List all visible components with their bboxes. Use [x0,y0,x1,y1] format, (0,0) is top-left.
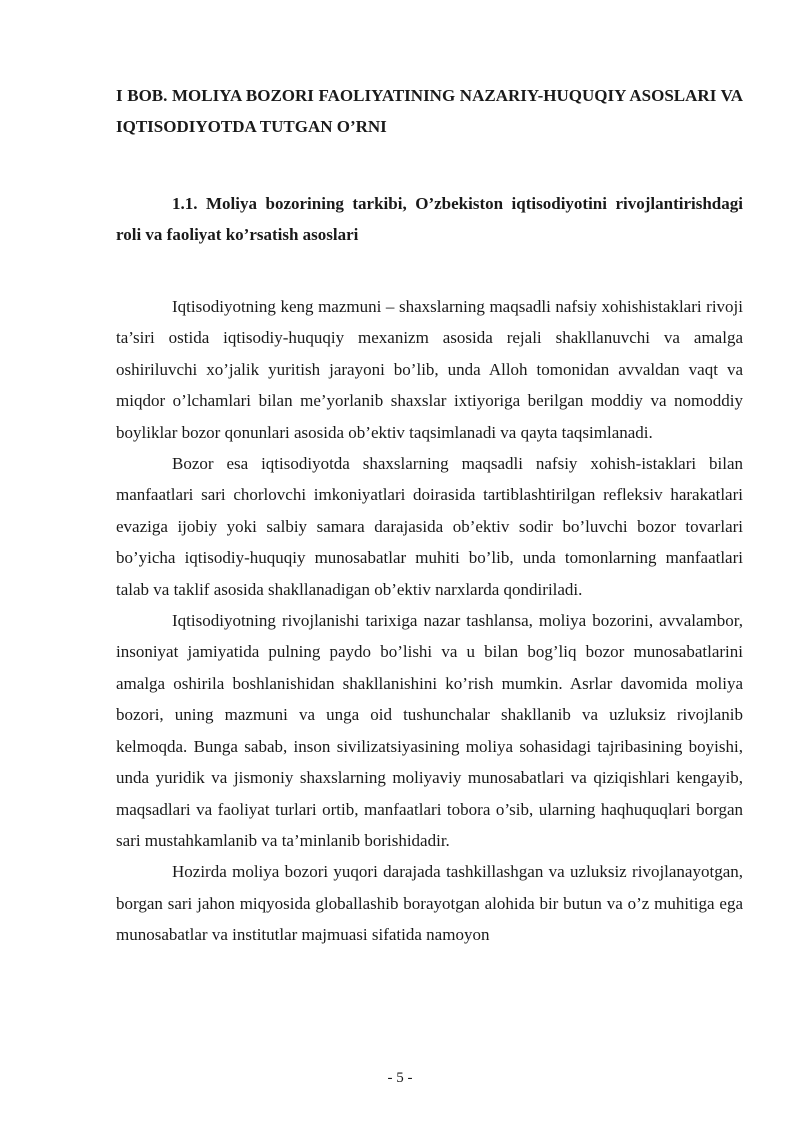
chapter-title: I BOB. MOLIYA BOZORI FAOLIYATINING NAZARIY-HUQUQIY ASOSLARI VA IQTISODIYOTDA TUTGAN O’RNI [116,86,743,136]
paragraph: Hozirda moliya bozori yuqori darajada tashkillashgan va uzluksiz rivojlanayotgan, borgan sari jahon miqyosida globallashib borayotgan alohida bir butun va o’z muhitiga ega munosabatlar va institutlar majmuasi sifatida namoyon [116,862,743,945]
section-title: 1.1. Moliya bozorining tarkibi, O’zbekiston iqtisodiyotini rivojlantirishdagi roli va faoliyat ko’rsatish asoslari [116,194,743,244]
page-number: - 5 - [387,1070,413,1086]
document-page [116,80,743,951]
paragraph: Iqtisodiyotning rivojlanishi tarixiga nazar tashlansa, moliya bozorini, avvalambor, insoniyat jamiyatida pulning paydo bo’lishi va u bilan bog’liq bozor munosabatlarini amalga oshirila boshlanishidan shakllanishini ko’rish mumkin. Asrlar davomida moliya bozori, uning mazmuni va unga oid tushunchalar shakllanib va uzluksiz rivojlanib kelmoqda. Bunga sabab, inson sivilizatsiyasining moliya sohasidagi tajribasining boyishi, unda yuridik va jismoniy shaxslarning moliyaviy munosabatlari va qiziqishlari kengayib, maqsadlari va faoliyat turlari ortib, manfaatlari tobora o’sib, ularning haqhuquqlari borgan sari mustahkamlanib va ta’minlanib borishidadir. [116,611,743,850]
body-text [116,291,743,951]
paragraph: Bozor esa iqtisodiyotda shaxslarning maqsadli nafsiy xohish-istaklari bilan manfaatlari sari chorlovchi imkoniyatlari doirasida tartiblashtirilgan refleksiv harakatlari evaziga ijobiy yoki salbiy samara darajasida ob’ektiv sodir bo’luvchi bozor tovarlari bo’yicha iqtisodiy-huquqiy munosabatlar muhiti bo’lib, unda tomonlarning manfaatlari talab va taklif asosida shakllanadigan ob’ektiv narxlarda qondiriladi. [116,454,743,599]
paragraph: Iqtisodiyotning keng mazmuni – shaxslarning maqsadli nafsiy xohishistaklari rivoji ta’siri ostida iqtisodiy-huquqiy mexanizm asosida rejali shakllanuvchi va amalga oshiriluvchi xo’jalik yuritish jarayoni bo’lib, unda Alloh tomonidan avvaldan vaqt va miqdor o’lchamlari bilan me’yorlanib shaxslar ixtiyoriga berilgan moddiy va nomoddiy boyliklar bozor qonunlari asosida ob’ektiv taqsimlanadi va qayta taqsimlanadi. [116,297,743,442]
